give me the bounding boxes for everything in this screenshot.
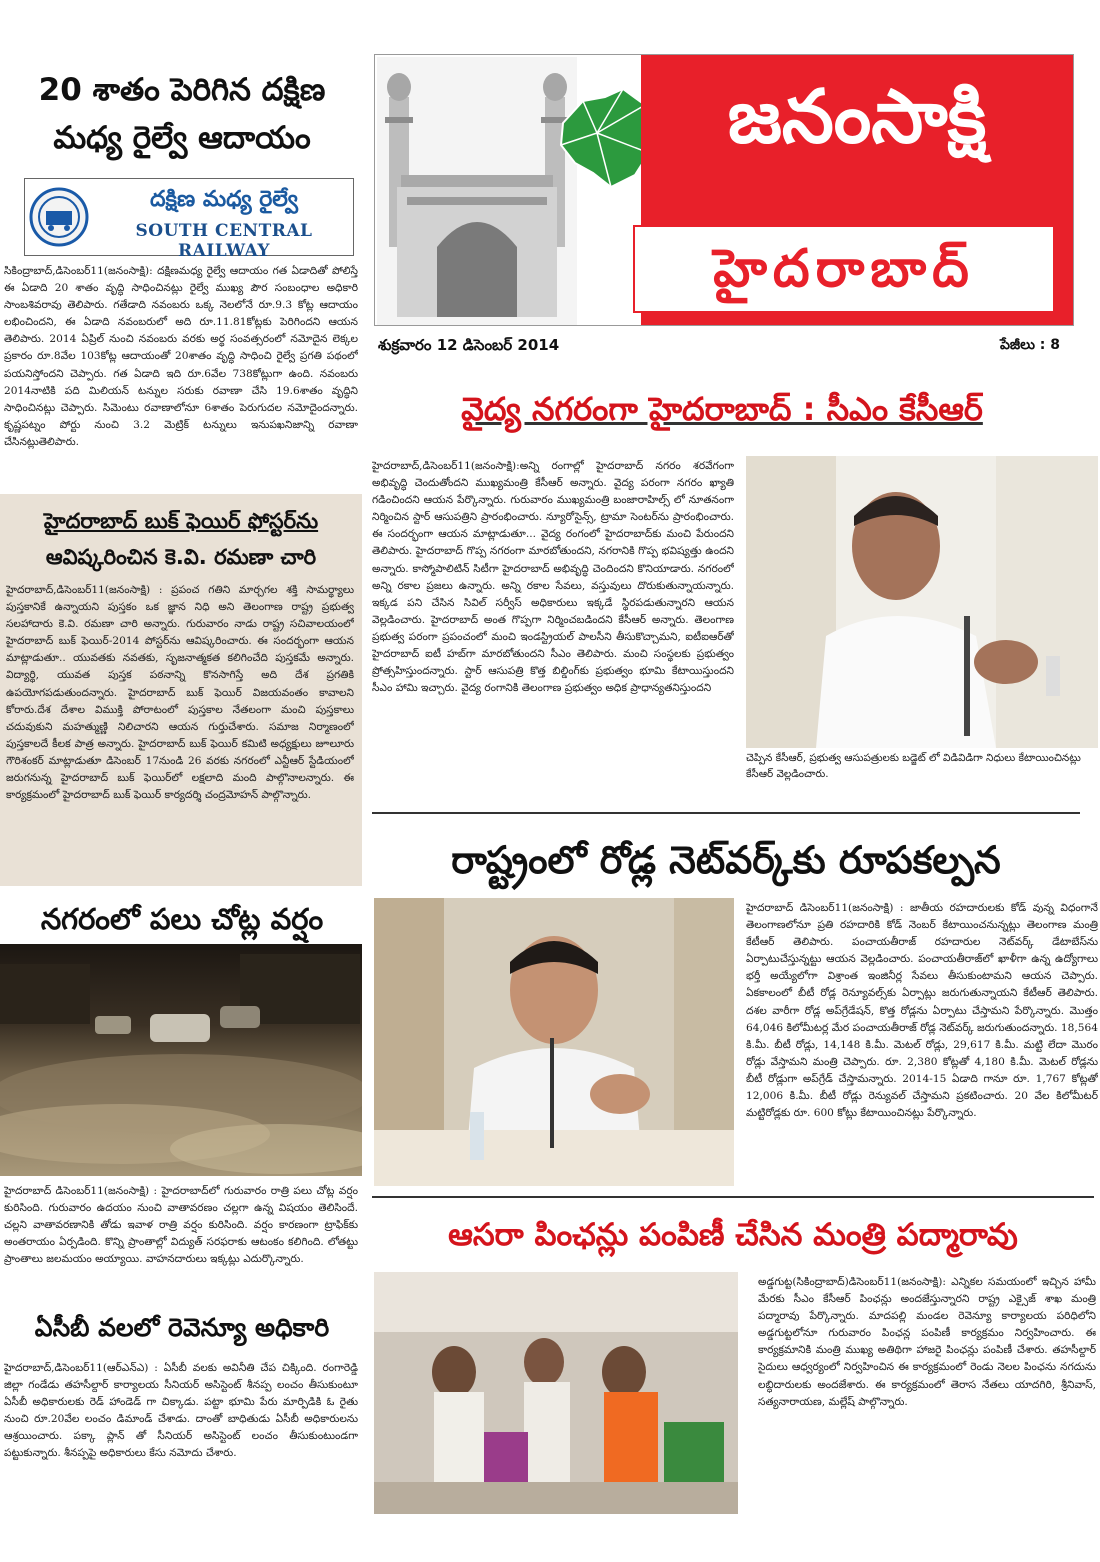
rain-headline: నగరంలో పలు చోట్ల వర్షం xyxy=(40,902,324,936)
medical-body: హైదరాబాద్,డిసెంబర్11(జనంసాక్షి):అన్ని రంగాల్లో హైదరాబాద్ నగరం శరవేగంగా అభివృద్ధి చెందుతోందని ముఖ్యమంత్రి కేసీఆర్ అన్నారు. వైద్య పరంగా నగరం ఖ్యాతి గడించిందని ఆయన పేర్కొన్నారు. గురువారం ముఖ్యమంత్రి బంజారాహిల్స్ లో నూతనంగా నిర్మించిన స్టార్ ఆసుపత్రిని ప్రారంభించారు. న్యూరోసైన్స్, ట్రామా సెంటర్‌ను ప్రారంభించారు. ఈ సందర్భంగా ఆయన మాట్లాడుతూ... వైద్య రంగంలో హైదరాబాద్‌కు మంచి పేరుందని తెలిపారు. హైదరాబాద్ గొప్ప నగరంగా మారబోతుందని, నగరానికి గొప్ప భవిష్యత్తు ఉందని అన్నారు. కాస్మోపాలిటిన్ సిటీగా హైదరాబాద్ అభివృద్ధి చెందిందని కొనియాడారు. నగరంలో అన్ని రకాల ప్రజలు ఉన్నారు. అన్ని రకాల సేవలు, వస్తువులు దొరుకుతున్నాయన్నారు. ఇక్కడ పని చేసిన సివిల్ సర్వీస్ అధికారులు ఇక్కడే స్థిరపడుతున్నారని ఆయన వెల్లడించారు. హైదరాబాద్ అంత గొప్పగా నిర్మించబడిందని కేసీఆర్ అన్నారు. తెలంగాణ ప్రభుత్వ పరంగా ప్రపంచంలో మంచి ఇండస్ట్రియల్ పాలసీని తీసుకొచ్చామని, ఐటీఐఆర్‌తో హైదరాబాద్ ఐటీ హబ్‌గా మారబోతుందని సీఎం తెలిపారు. మంచి సంస్థలకు ప్రభుత్వం ప్రోత్సహిస్తుందన్నారు. స్టార్ ఆసుపత్రి కొత్త బిల్డింగ్‌కు ప్రభుత్వం భూమి కేటాయిస్తుందని సీఎం హామి ఇచ్చారు. వైద్య రంగానికి తెలంగాణ ప్రభుత్వం అధిక ప్రాధాన్యతనిస్తుందని xyxy=(372,460,734,695)
masthead-title: జనంసాక్షి xyxy=(727,74,987,160)
roads-body: హైదరాబాద్ డిసెంబర్11(జనంసాక్షి) : జాతీయ రహదారులకు కోడ్ వున్న విధంగానే తెలంగాణలోనూ ప్రతి రహదారికి కోడ్ నెంబర్ కేటాయించనున్నట్లు తెలంగాణ మంత్రి కేటీఆర్ తెలిపారు. పంచాయతీరాజ్ రహదారుల నెట్‌వర్క్ డేటాబేస్‌ను ఏర్పాటుచేస్తున్నట్టు ఆయన వెల్లడించారు. పంచాయతీరాజ్‌లో ఖాళీగా ఉన్న ఉద్యోగాలు భర్తీ అయ్యేలోగా విశ్రాంత ఇంజినీర్ల సేవలు తీసుకుంటామని ఆయన చెప్పారు. ఏకకాలంలో బీటీ రోడ్ల రెన్యూవల్స్‌కు ఏర్పాట్లు జరుగుతున్నాయని కేటీఆర్ తెలిపారు. దశల వారీగా రోడ్ల అప్‌గ్రేడేషన్, కొత్త రోడ్లను ఏర్పాటు చేస్తామని పేర్కొన్నారు. మొత్తం 64,046 కిలోమీటర్ల మేర పంచాయతీరాజ్ రోడ్ల నెట్‌వర్క్ జరుగుతుందన్నారు. 18,564 కి.మీ. బీటీ రోడ్లు, 14,148 కి.మీ. మెటల్ రోడ్లు, 29,617 కి.మీ. మట్టి లేదా మొరం రోడ్లు వేస్తామని మంత్రి చెప్పారు. రూ. 2,380 కోట్లతో 4,180 కి.మీ. మెటల్ రోడ్లను బీటీ రోడ్లుగా అప్‌గ్రేడ్ చేస్తామన్నారు. 2014-15 ఏడాది గానూ రూ. 1,767 కోట్లతో 12,006 కి.మీ. బీటీ రోడ్లు రెన్యువల్ చేస్తామని ప్రకటించారు. 20 వేల కిలోమీటర్ మట్టిరోడ్లకు రూ. 600 కోట్లు కేటాయించినట్లు పేర్కొన్నారు. xyxy=(746,902,1098,1120)
edition-title: హైదరాబాద్ xyxy=(713,239,975,299)
bookfair-body: హైదరాబాద్,డిసెంబర్11(జనంసాక్షి) : ప్రపంచ గతిని మార్చగల శక్తి సామర్థ్యాలు పుస్తకానికే ఉన్నాయని పుస్తకం ఒక జ్ఞాన నిధి అని తెలంగాణ రాష్ట్ర ప్రభుత్వ సలహాదారు కె.వి. రమణా చారి అన్నారు. గురువారం నాడు రాష్ట్ర సచివాలయంలో హైదరాబాద్ బుక్ ఫెయిర్-2014 పోస్టర్‌ను ఆవిష్కరించారు. ఈ సందర్భంగా ఆయన మాట్లాడుతూ.. యువతకు నవతకు, సృజనాత్మకత కలిగించేది పుస్తకమే అన్నారు. విద్యార్థి, యువత పుస్తక పఠనాన్ని కొనసాగిస్తే అది దేశ ప్రగతికి ఉపయోగపడుతుందన్నారు. హైదరాబాద్ బుక్ ఫెయిర్ విజయవంతం కావాలని కోరారు.దేశ దేశాల విముక్తి పోరాటంలో పుస్తకాల నేతలంగా మంచి పుస్తకాలు చదువుకుని మహత్ముణ్ణి నిలిచారని ఆయన గుర్తుచేశారు. సమాజ నిర్మాణంలో పుస్తకాలదే కీలక పాత్ర అన్నారు. హైదరాబాద్ బుక్ ఫెయిర్ కమిటి అధ్యక్షులు జూలూరు గౌరిశంకర్ మాట్లాడుతూ డిసెంబర్ 17నుండి 26 వరకు నగరంలో ఎన్టీఆర్ స్టేడియంలో జరుగనున్న హైదరాబాద్ బుక్ ఫెయిర్‌లో లక్షలాది మంది పాల్గొనాలన్నారు. ఈ కార్యక్రమంలో హైదరాబాద్ బుక్ ఫెయిర్ కార్యదర్శి చంద్రమోహన్ పాల్గొన్నారు. xyxy=(6,584,354,802)
issue-date: శుక్రవారం 12 డిసెంబర్ 2014 xyxy=(378,336,560,354)
medical-headline: వైద్య నగరంగా హైదరాబాద్ : సీఎం కేసీఆర్ xyxy=(461,390,983,428)
railway-logo-english: SOUTH CENTRAL RAILWAY xyxy=(135,221,313,261)
ktr-photo xyxy=(374,898,734,1186)
railway-logo-telugu: దక్షిణ మధ్య రైల్వే xyxy=(150,187,298,212)
pension-body: అడ్డగుట్ట(సికింద్రాబాద్)డిసెంబర్11(జనంసాక్షి): ఎన్నికల సమయంలో ఇచ్చిన హామీ మేరకు సీఎం కేసీఆర్ పింఛన్లు అందజేస్తున్నారని రాష్ట్ర ఎక్సైజ్ శాఖ మంత్రి పద్మారావు పేర్కొన్నారు. మాదపల్లి మండల రెవెన్యూ కార్యాలయ పరిధిలోని అడ్డగుట్టలోనూ గురువారం పింఛన్ల పంపిణీ కార్యక్రమం నిర్వహించారు. ఈ కార్యక్రమానికి మంత్రి ముఖ్య అతిథిగా హాజరై పింఛన్లు పంపిణీ చేశారు. తహసీల్దార్ సైదులు ఆధ్వర్యంలో నిర్వహించిన ఈ కార్యక్రమంలో రెండు నెలల పింఛను నగదును లబ్ధిదారులకు అందజేశారు. ఈ కార్యక్రమంలో తెరాస నేతలు యాదగిరి, శ్రీనివాస్, సత్యనారాయణ, మల్లేష్ పాల్గొన్నారు. xyxy=(758,1276,1096,1408)
pension-headline: ఆసరా పింఛన్లు పంపిణీ చేసిన మంత్రి పద్మారావు xyxy=(448,1217,1018,1253)
masthead xyxy=(374,54,1074,326)
railway-emblem-icon xyxy=(29,185,89,249)
acb-headline: ఏసీబీ వలలో రెవెన్యూ అధికారి xyxy=(34,1313,330,1342)
kcr-photo xyxy=(746,456,1098,748)
kcr-caption: చెప్పిన కేసీఆర్, ప్రభుత్వ ఆసుపత్రులకు బడ్జెట్ లో విడివిడిగా నిధులు కేటాయించినట్లు కేసీఆర్ వెల్లడించారు. xyxy=(746,752,1081,780)
rain-body: హైదరాబాద్ డిసెంబర్11(జనంసాక్షి) : హైదరాబాద్‌లో గురువారం రాత్రి పలు చోట్ల వర్షం కురిసింది. గురువారం ఉదయం నుంచి వాతావరణం చల్లగా ఉన్న విషయం తెలిసిందే. చల్లని వాతావరణానికి తోడు ఇవాళ రాత్రి వర్షం కురిసింది. వర్షం కారణంగా ట్రాఫిక్‌కు అంతరాయం ఏర్పడింది. కొన్ని ప్రాంతాల్లో విద్యుత్ సరఫరాకు ఆటంకం కలిగింది. లోతట్టు ప్రాంతాలు జలమయం అయ్యాయి. వాహనదారులు ఇక్కట్లు ఎదుర్కొన్నారు. xyxy=(4,1185,358,1266)
railway-headline: 20 శాతం పెరిగిన దక్షిణ మధ్య రైల్వే ఆదాయం xyxy=(38,72,326,156)
section-divider xyxy=(372,812,1080,814)
bookfair-headline-line1: హైదరాబాద్ బుక్ ఫెయిర్ ఫోస్టర్‌ను xyxy=(43,509,319,533)
railway-body: సికింద్రాబాద్,డిసెంబర్11(జనంసాక్షి): దక్షిణమధ్య రైల్వే ఆదాయం గత ఏడాదితో పోలిస్తే ఈ ఏడాది 20 శాతం వృద్ధి సాధించినట్లు రైల్వే ముఖ్య పౌర సంబంధాల అధికారి సాంబశివరావు తెలిపారు. గతేడాది నవంబరు ఒక్క నెలలోనే రూ.9.3 కోట్ల ఆదాయం లభించిందని, ఈ ఏడాది నవంబరులో అది రూ.11.81కోట్లకు పెరిగిందని ఆయన తెలిపారు. 2014 ఏప్రిల్ నుంచి నవంబరు వరకు అర్థ సంవత్సరంలో నమోదైన లెక్కల ప్రకారం రూ.8వేల 103కోట్ల ఆదాయంతో 20శాతం వృద్ధి సాధించి రైల్వే ప్రగతి పథంలో పయనిస్తోందని చెప్పారు. గత ఏడాది ఇది రూ.6వేల 738కోట్లుగా ఉంది. నవంబరు 2014నాటికి పది మిలియన్ టన్నుల సరుకు రవాణా చేసి 19.6శాతం వృద్ధిని సాధించినట్లు చెప్పారు. సిమెంటు రవాణాలోనూ 6శాతం పెరుగుదల నమోదైందన్నారు. కృష్ణపట్నం పోర్టు నుంచి 3.2 మెట్రిక్ టన్నులు ఇనుపఖనిజాన్ని రవాణా చేసినట్లుతెలిపారు. xyxy=(4,265,358,448)
acb-body: హైదరాబాద్,డిసెంబర్11(ఆర్ఎన్ఎ) : ఏసీబీ వలకు అవినీతి చేప చిక్కింది. రంగారెడ్డి జిల్లా గండేడు తహసీల్దార్ కార్యాలయ సీనియర్ అసిస్టెంట్ శీనప్ప లంచం తీసుకుంటూ ఏసీబీ అధికారులకు రెడ్ హాండెడ్ గా చిక్కాడు. పట్టా భూమి పేరు మార్పిడికి ఓ రైతు నుంచి రూ.20వేల లంచం డిమాండ్ చేశాడు. దాంతో బాధితుడు ఏసీబీ అధికారులను ఆశ్రయించారు. పక్కా ప్లాన్ తో సీనియర్ అసిస్టెంట్ లంచం తీసుకుంటుండగా పట్టుకున్నారు. శీనప్పపై అధికారులు కేసు నమోదు చేశారు. xyxy=(4,1362,358,1460)
section-divider-2 xyxy=(372,1196,1094,1198)
roads-headline: రాష్ట్రంలో రోడ్ల నెట్‌వర్క్‌కు రూపకల్పన xyxy=(451,838,1001,882)
page-count: పేజీలు : 8 xyxy=(999,337,1060,353)
charminar-icon xyxy=(377,57,577,325)
pension-photo xyxy=(374,1272,738,1514)
bookfair-box xyxy=(0,494,362,886)
railway-logo xyxy=(24,178,354,261)
bookfair-headline-line2: ఆవిష్కరించిన కె.వి. రమణా చారి xyxy=(45,545,317,569)
rain-photo xyxy=(0,944,362,1176)
